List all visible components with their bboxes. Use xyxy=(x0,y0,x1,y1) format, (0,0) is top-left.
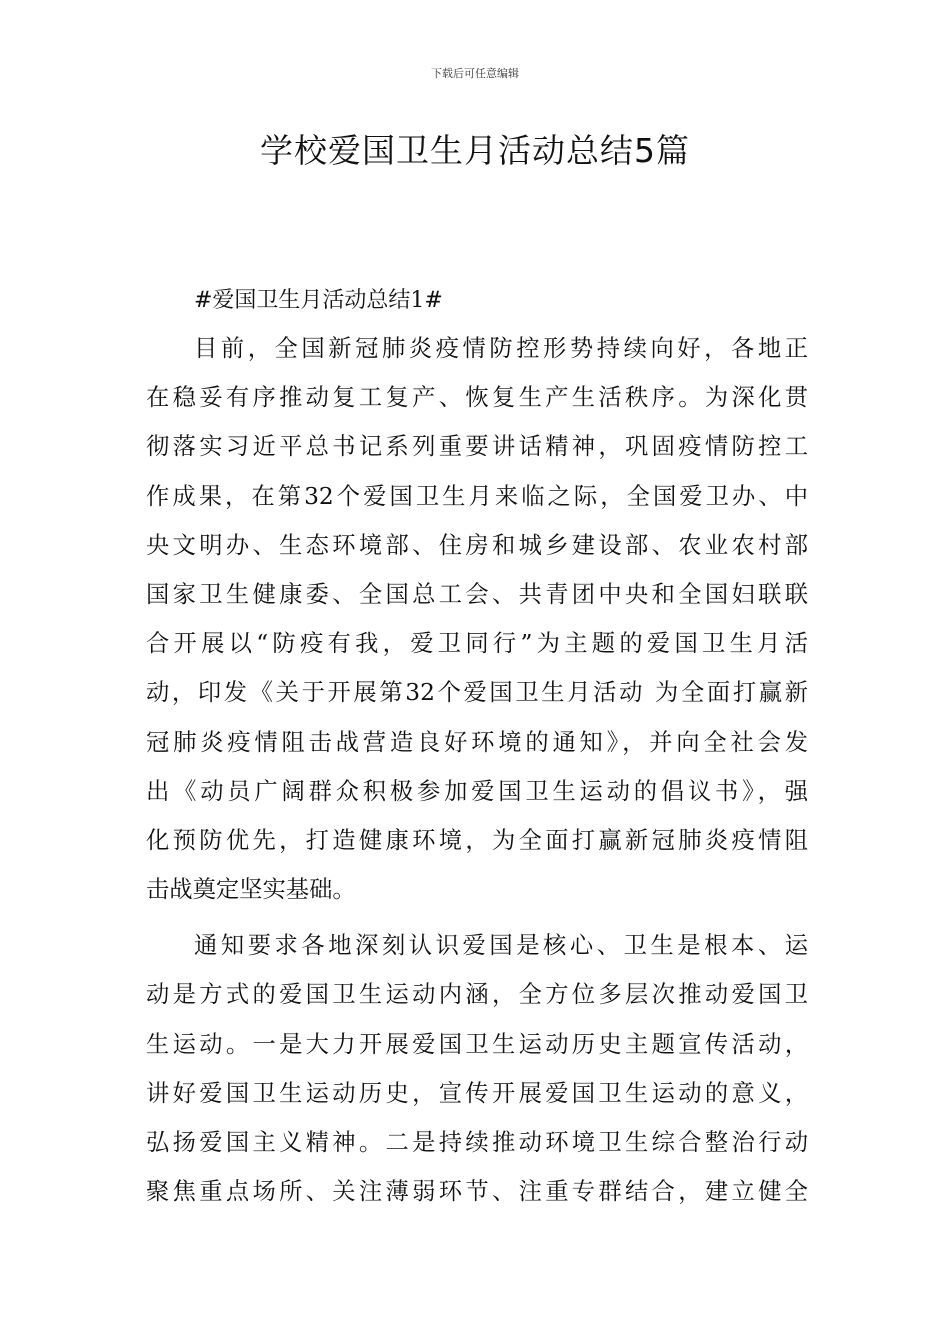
paragraph-line: 合开展以“防疫有我，爱卫同行”为主题的爱国卫生月活 xyxy=(146,630,808,658)
paragraph-line: 在稳妥有序推动复工复产、恢复生产生活秩序。为深化贯 xyxy=(146,384,808,412)
paragraph-line: 弘扬爱国主义精神。二是持续推动环境卫生综合整治行动 xyxy=(146,1129,808,1156)
section-heading: #爱国卫生月活动总结1# xyxy=(194,288,443,313)
paragraph-line: 冠肺炎疫情阻击战营造良好环境的通知》，并向全社会发 xyxy=(146,728,808,756)
document-body xyxy=(146,278,808,1223)
header-note: 下载后可任意编辑 xyxy=(431,67,519,80)
paragraph-line: 国家卫生健康委、全国总工会、共青团中央和全国妇联联 xyxy=(146,580,808,608)
document-title: 学校爱国卫生月活动总结5篇 xyxy=(260,131,690,170)
paragraph-line: 击战奠定坚实基础。 xyxy=(146,876,356,904)
paragraph-line: 生运动。一是大力开展爱国卫生运动历史主题宣传活动， xyxy=(146,1030,808,1058)
paragraph-line: 动，印发《关于开展第32个爱国卫生月活动 为全面打赢新 xyxy=(146,679,808,707)
paragraph-line: 目前，全国新冠肺炎疫情防控形势持续向好，各地正 xyxy=(194,335,808,362)
paragraph-1 xyxy=(146,324,808,914)
paragraph-line: 央文明办、生态环境部、住房和城乡建设部、农业农村部 xyxy=(146,531,808,559)
paragraph-line: 彻落实习近平总书记系列重要讲话精神，巩固疫情防控工 xyxy=(146,433,808,461)
paragraph-line: 动是方式的爱国卫生运动内涵，全方位多层次推动爱国卫 xyxy=(146,981,808,1009)
paragraph-line: 出《动员广阔群众积极参加爱国卫生运动的倡议书》，强 xyxy=(146,777,808,805)
paragraph-line: 化预防优先，打造健康环境，为全面打赢新冠肺炎疫情阻 xyxy=(146,826,808,854)
paragraph-line: 通知要求各地深刻认识爱国是核心、卫生是根本、运 xyxy=(194,932,808,960)
paragraph-line: 讲好爱国卫生运动历史，宣传开展爱国卫生运动的意义， xyxy=(146,1079,808,1107)
paragraph-2 xyxy=(146,921,808,1216)
paragraph-line: 聚焦重点场所、关注薄弱环节、注重专群结合，建立健全 xyxy=(146,1178,808,1206)
paragraph-line: 作成果，在第32个爱国卫生月来临之际，全国爱卫办、中 xyxy=(146,482,808,510)
